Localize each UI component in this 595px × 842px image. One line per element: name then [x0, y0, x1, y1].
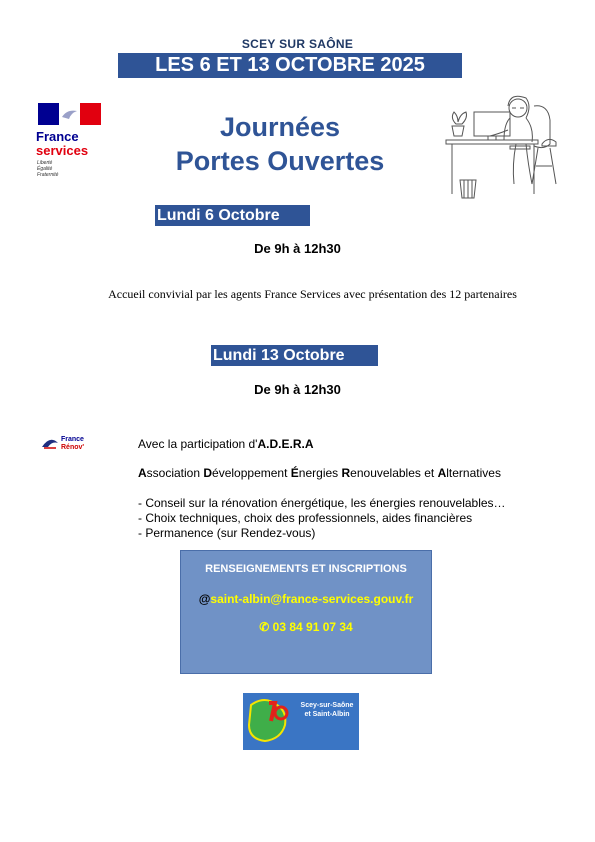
logo-text-france: France [36, 129, 79, 144]
adera-acronym: A.D.E.R.A [257, 437, 314, 451]
marianne-icon [59, 103, 80, 125]
at-icon: @ [198, 592, 211, 606]
email-link[interactable]: saint-albin@france-services.gouv.fr [210, 592, 414, 606]
logo-text-services: services [36, 143, 89, 158]
adera-full-name: Association Développement Énergies Renouvelables et Alternatives [138, 466, 501, 480]
place-heading: SCEY SUR SAÔNE [241, 37, 354, 51]
info-box [180, 550, 432, 674]
list-item: - Conseil sur la rénovation énergétique, les énergies renouvelables… [138, 496, 506, 510]
day1-hours: De 9h à 12h30 [254, 241, 341, 256]
scey-logo-text: Scey-sur-Saône et Saint-Albin [300, 702, 354, 718]
info-email-row [181, 592, 431, 606]
flag-blue-stripe [38, 103, 59, 125]
list-item: - Permanence (sur Rendez-vous) [138, 526, 316, 540]
services-list [138, 496, 506, 541]
dates-banner: LES 6 ET 13 OCTOBRE 2025 [118, 53, 462, 78]
day1-description: Accueil convivial par les agents France Services avec présentation des 12 partenaires [108, 287, 517, 301]
flag-white-stripe [59, 103, 80, 125]
list-item: - Choix techniques, choix des professionnels, aides financières [138, 511, 473, 525]
title-line-1: Journées [219, 112, 341, 142]
phone-number[interactable]: ✆ 03 84 91 07 34 [259, 620, 353, 634]
renov-logo-text-renov: Rénov' [61, 444, 85, 451]
participation-prefix: Avec la participation d' [138, 437, 258, 451]
house-icon [40, 433, 60, 453]
scey-saint-albin-logo [243, 693, 359, 750]
title-line-2: Portes Ouvertes [175, 146, 385, 176]
renov-logo-text-france: France [61, 436, 84, 443]
office-worker-illustration [438, 92, 568, 207]
participation-line [138, 437, 314, 451]
page-title [140, 110, 420, 178]
day1-banner: Lundi 6 Octobre [155, 205, 310, 226]
day2-hours: De 9h à 12h30 [254, 382, 341, 397]
info-title: RENSEIGNEMENTS ET INSCRIPTIONS [205, 563, 407, 575]
map-70-icon [245, 693, 305, 750]
france-services-logo [34, 103, 104, 183]
day2-banner: Lundi 13 Octobre [211, 345, 378, 366]
flag-red-stripe [80, 103, 101, 125]
logo-motto: Liberté Égalité Fraternité [37, 160, 59, 178]
france-renov-logo [40, 432, 100, 462]
